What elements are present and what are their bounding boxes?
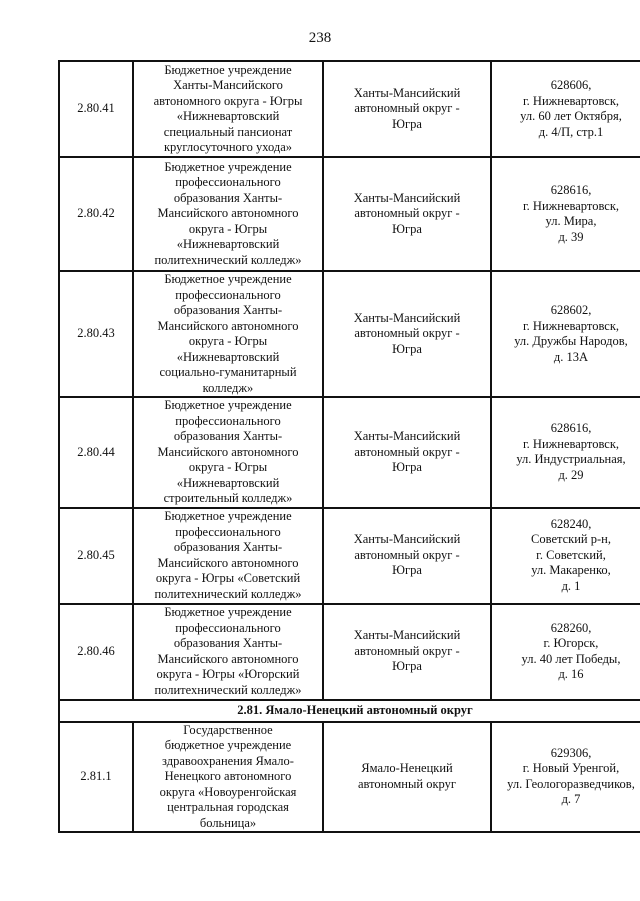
postal-address: 629306, г. Новый Уренгой, ул. Геологоразведчиков, д. 7 — [491, 722, 640, 833]
section-title: 2.81. Ямало-Ненецкий автономный округ — [59, 700, 640, 722]
region-name: Ханты-Мансийский автономный округ - Югра — [323, 397, 491, 508]
postal-address: 628616, г. Нижневартовск, ул. Мира, д. 39 — [491, 157, 640, 271]
region-name: Ямало-Ненецкий автономный округ — [323, 722, 491, 833]
institution-name: Бюджетное учреждение профессионального образования Ханты- Мансийского автономного округа - Югры «Нижневартовский строительный колледж» — [133, 397, 323, 508]
section-header-row — [59, 700, 640, 722]
row-number: 2.80.41 — [59, 61, 133, 157]
region-name: Ханты-Мансийский автономный округ - Югра — [323, 604, 491, 700]
row-number: 2.80.42 — [59, 157, 133, 271]
institution-name: Государственное бюджетное учреждение здравоохранения Ямало- Ненецкого автономного округа «Новоуренгойская центральная городская больница» — [133, 722, 323, 833]
row-number: 2.80.44 — [59, 397, 133, 508]
postal-address: 628606, г. Нижневартовск, ул. 60 лет Октября, д. 4/П, стр.1 — [491, 61, 640, 157]
table-row — [59, 508, 640, 604]
row-number: 2.80.46 — [59, 604, 133, 700]
row-number: 2.80.45 — [59, 508, 133, 604]
institution-name: Бюджетное учреждение профессионального образования Ханты- Мансийского автономного округа - Югры «Советский политехнический колледж» — [133, 508, 323, 604]
registry-table — [58, 60, 640, 833]
table-row — [59, 722, 640, 833]
postal-address: 628240, Советский р-н, г. Советский, ул. Макаренко, д. 1 — [491, 508, 640, 604]
institution-name: Бюджетное учреждение профессионального образования Ханты- Мансийского автономного округа - Югры «Нижневартовский политехнический колледж» — [133, 157, 323, 271]
region-name: Ханты-Мансийский автономный округ - Югра — [323, 61, 491, 157]
table-row — [59, 61, 640, 157]
row-number: 2.80.43 — [59, 271, 133, 397]
table-row — [59, 604, 640, 700]
postal-address: 628602, г. Нижневартовск, ул. Дружбы Народов, д. 13А — [491, 271, 640, 397]
institution-name: Бюджетное учреждение профессионального образования Ханты- Мансийского автономного округа - Югры «Нижневартовский социально-гуманитарный колледж» — [133, 271, 323, 397]
table-row — [59, 271, 640, 397]
region-name: Ханты-Мансийский автономный округ - Югра — [323, 157, 491, 271]
region-name: Ханты-Мансийский автономный округ - Югра — [323, 508, 491, 604]
institution-name: Бюджетное учреждение Ханты-Мансийского автономного округа - Югры «Нижневартовский специальный пансионат круглосуточного ухода» — [133, 61, 323, 157]
row-number: 2.81.1 — [59, 722, 133, 833]
page-number: 238 — [308, 30, 332, 46]
table-row — [59, 397, 640, 508]
postal-address: 628260, г. Югорск, ул. 40 лет Победы, д. 16 — [491, 604, 640, 700]
postal-address: 628616, г. Нижневартовск, ул. Индустриальная, д. 29 — [491, 397, 640, 508]
table-row — [59, 157, 640, 271]
institution-name: Бюджетное учреждение профессионального образования Ханты- Мансийского автономного округа - Югры «Югорский политехнический колледж» — [133, 604, 323, 700]
region-name: Ханты-Мансийский автономный округ - Югра — [323, 271, 491, 397]
